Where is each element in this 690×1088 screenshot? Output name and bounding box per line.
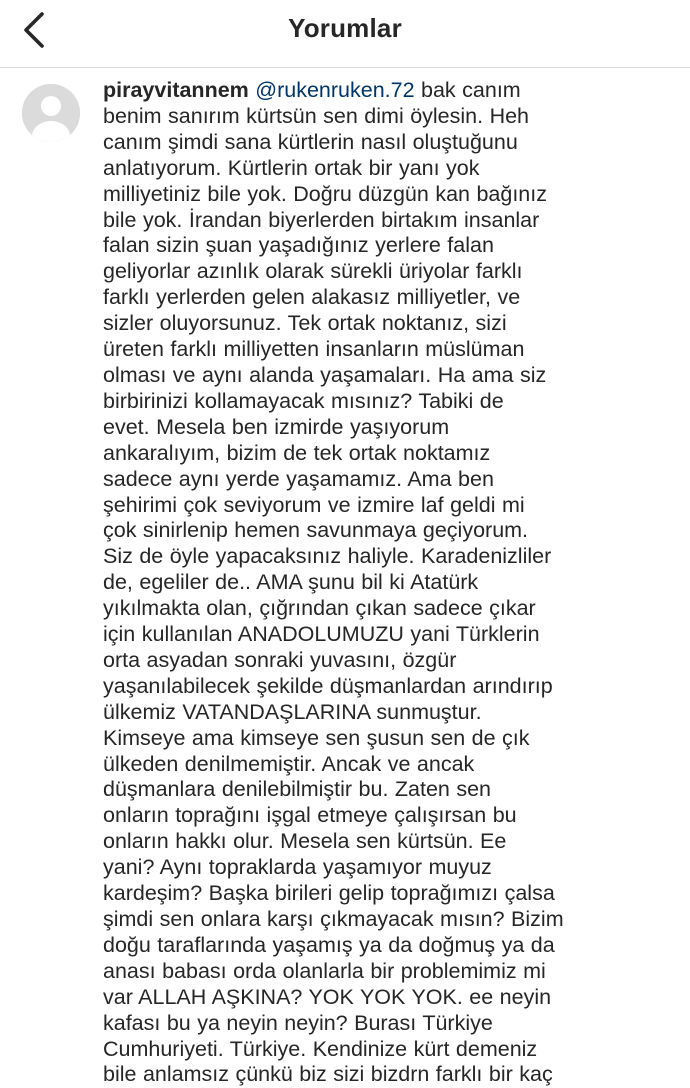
comment-text [103,78,675,1088]
comment-mention-link[interactable]: @rukenruken.72 [255,78,415,102]
comment-username[interactable]: pirayvitannem [103,78,249,102]
avatar[interactable] [22,84,80,142]
page-title: Yorumlar [288,13,402,43]
comment-content: bak canım benim sanırım kürtsün sen dimi öylesin. Heh canım şimdi sana kürtlerin nasıl oluştuğunu anlatıyorum. Kürtlerin ortak bir yanı yok milliyetiniz bile yok. Doğru düzgün kan bağınız bile yok. İrandan biyerlerden birtakım insanlar falan sizin şuan yaşadığınız yerlere falan geliyorlar azınlık olarak sürekli üriyolar farklı farklı yerlerden gelen alakasız milliyetler, ve sizler oluyorsunuz. Tek ortak noktanız, sizi üreten farklı milliyetten insanların müslüman olması ve aynı alanda yaşamaları. Ha ama siz birbirinizi kollamayacak mısınız? Tabiki de evet. Mesela ben izmirde yaşıyorum ankaralıyım, bizim de tek ortak noktamız sadece aynı yerde yaşamamız. Ama ben şehirimi çok seviyorum ve izmire laf geldi mi çok sinirlenip hemen savunmaya geçiyorum. Siz de öyle yapacaksınız haliyle. Karadenizliler de, egeliler de.. AMA şunu bil ki Atatürk yıkılmakta olan, çığrından çıkan sadece çıkar için kullanılan ANADOLUMUZU yani Türklerin orta asyadan sonraki yuvasını, özgür yaşanılabilecek şekilde düşmanlardan arındırıp ülkemiz VATANDAŞLARINA sunmuştur. Kimseye ama kimseye sen şusun sen de çık ülkeden denilmemiştir. Ancak ve ancak düşmanlara denilebilmiştir bu. Zaten sen onların toprağını işgal etmeye çalışırsan bu onların hakkı olur. Mesela sen kürtsün. Ee yani? Aynı topraklarda yaşamıyor muyuz kardeşim? Başka birileri gelip toprağımızı çalsa şimdi sen onlara karşı çıkmayacak mısın? Bizim doğu taraflarında yaşamış ya da doğmuş ya da anası babası orda olanlarla bir problemimiz mi var ALLAH AŞKINA? YOK YOK YOK. ee neyin kafası bu ya neyin neyin? Burası Türkiye Cumhuriyeti. Türkiye. Kendinize kürt demeniz bile anlamsız çünkü biz sizi bizdrn farklı bir kaç [103,78,564,1087]
default-avatar-icon [22,84,80,142]
header-bar [0,0,690,68]
